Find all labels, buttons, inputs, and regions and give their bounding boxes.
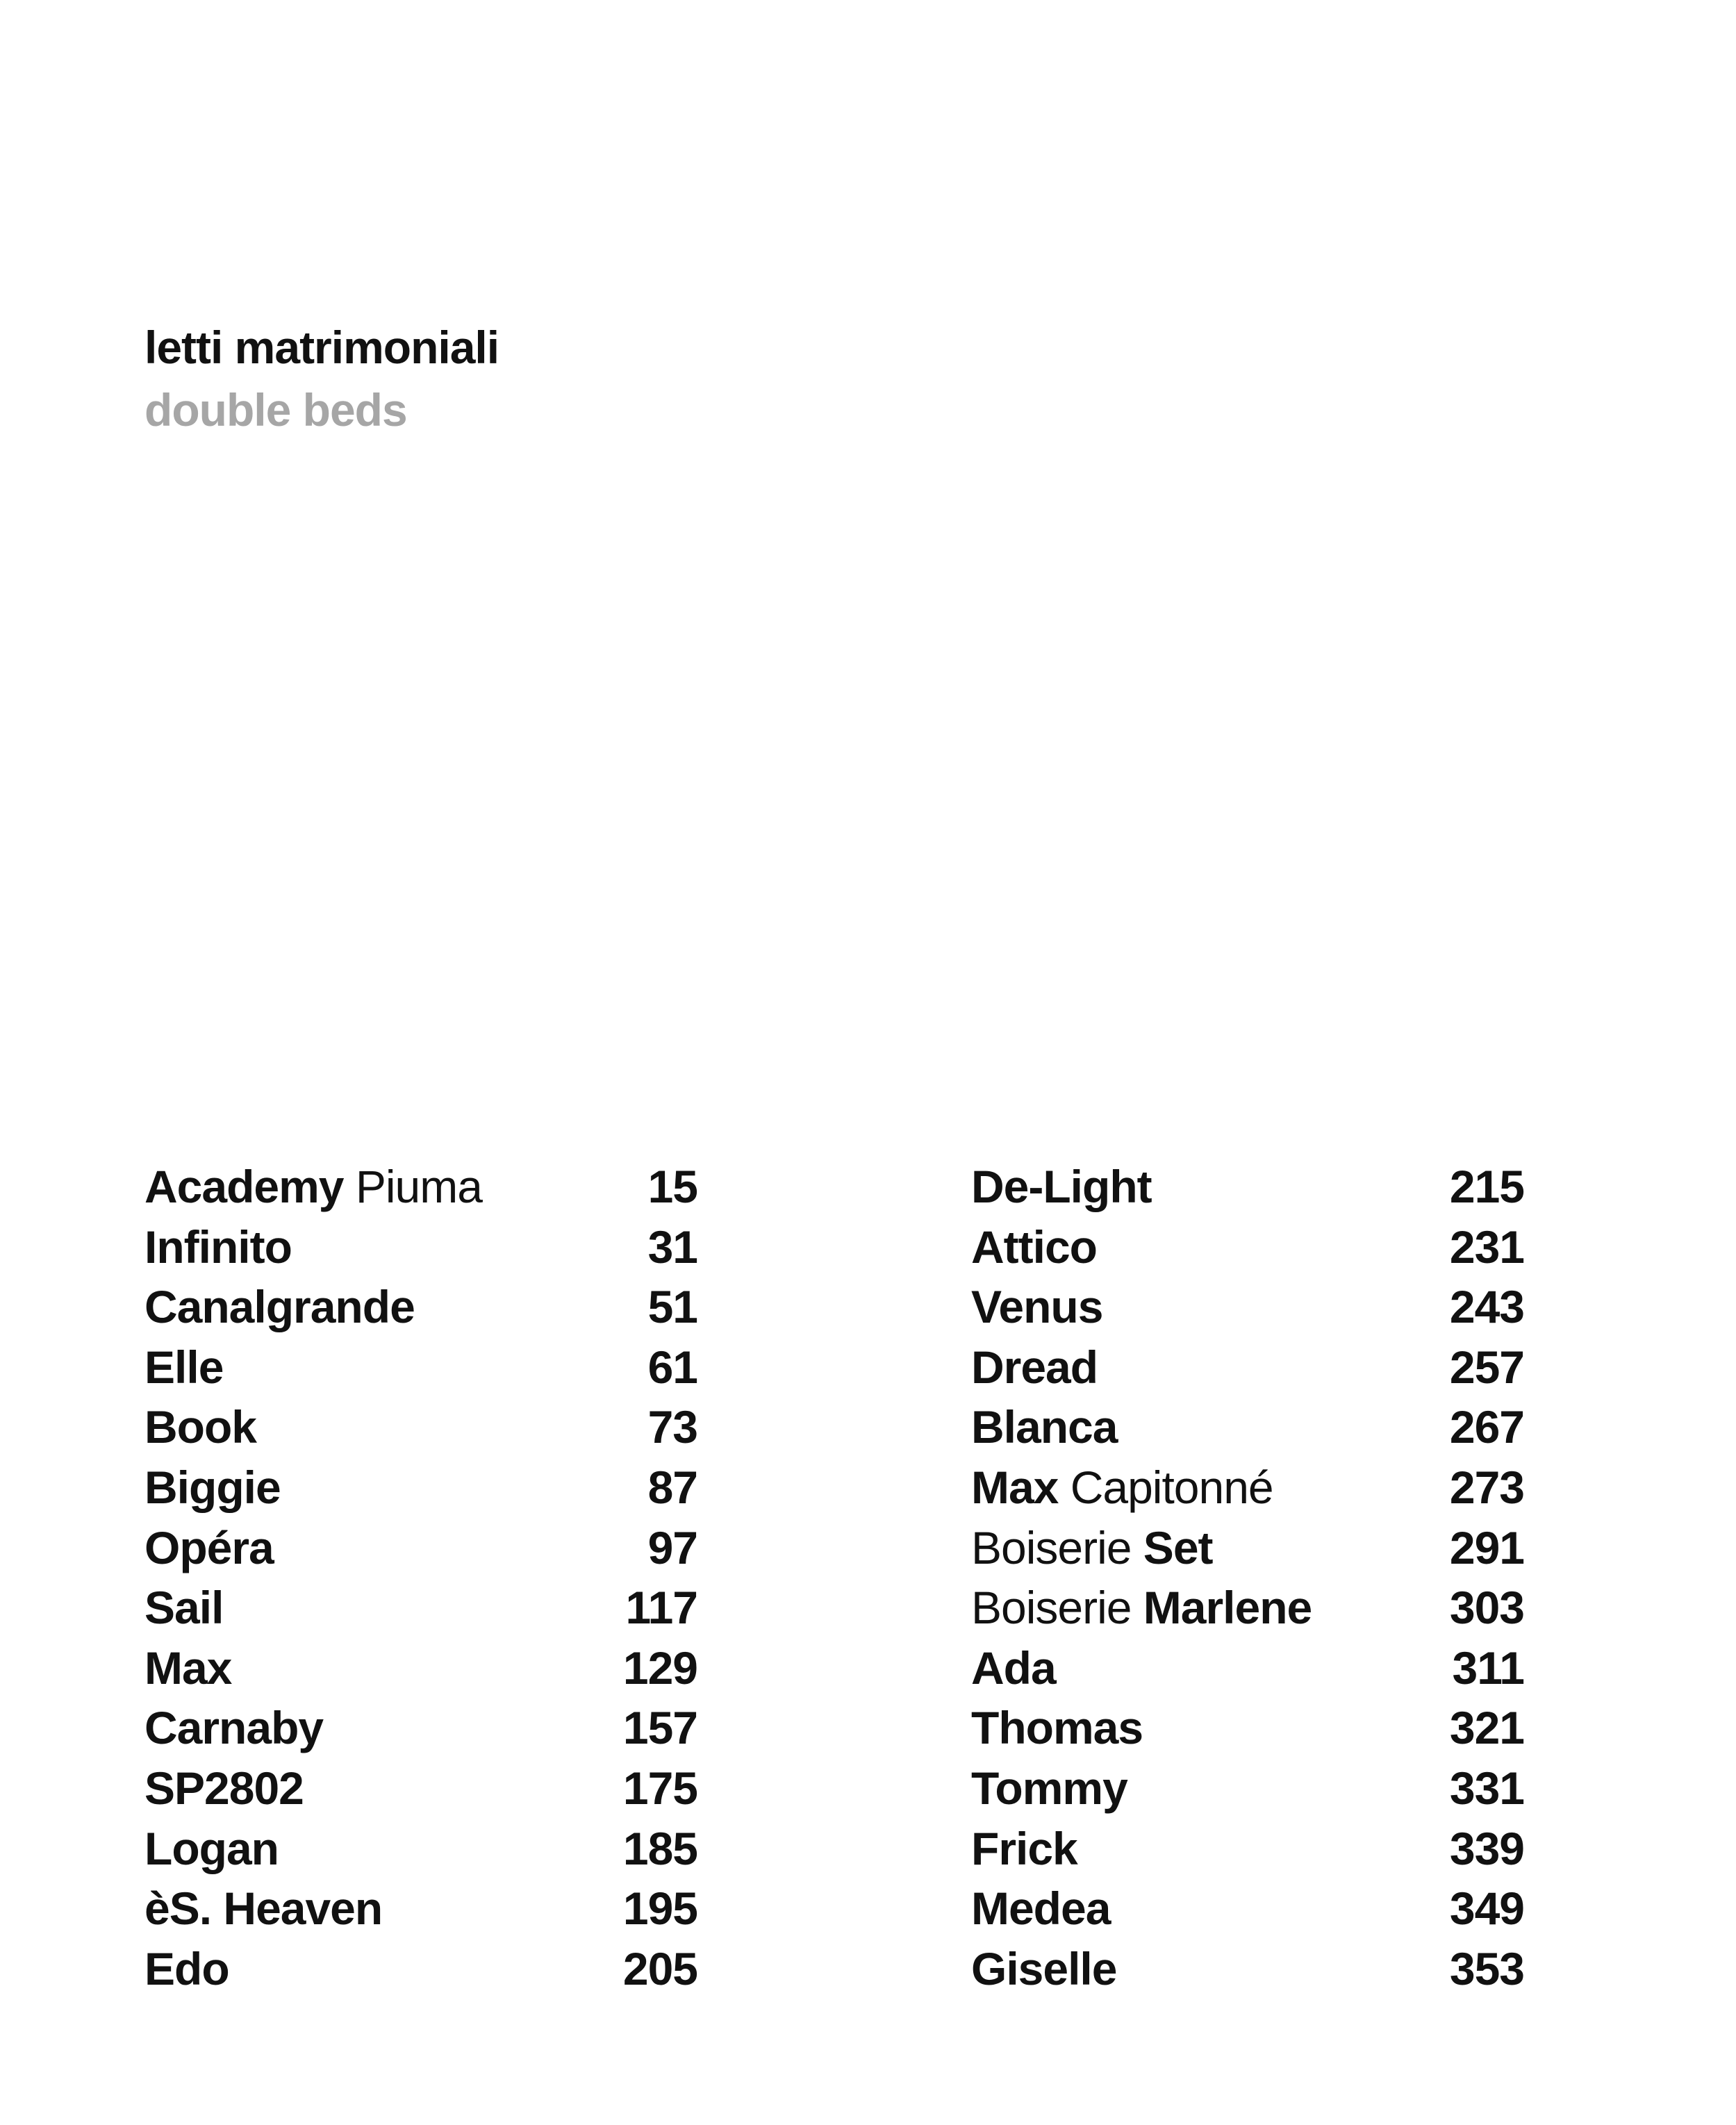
toc-entry[interactable]: [144, 1518, 697, 1578]
toc-entry[interactable]: [971, 1157, 1524, 1217]
toc-entry-bold: Dread: [971, 1341, 1098, 1393]
toc-entry-page: 87: [647, 1461, 697, 1513]
toc-entry[interactable]: [144, 1217, 697, 1278]
toc-entry[interactable]: [144, 1397, 697, 1457]
toc-entry-page: 97: [647, 1521, 697, 1573]
toc-entry-bold: Book: [144, 1401, 256, 1453]
title-english: double beds: [144, 384, 407, 436]
toc-entry-bold: SP2802: [144, 1762, 304, 1814]
toc-entry[interactable]: [144, 1337, 697, 1398]
toc-entry-name: [144, 1337, 223, 1398]
toc-entry-name: [971, 1819, 1077, 1879]
toc-entry-page: 51: [647, 1281, 697, 1333]
toc-entry[interactable]: [971, 1397, 1524, 1457]
toc-entry-bold: Edo: [144, 1942, 229, 1994]
toc-entry-page: 273: [1449, 1461, 1524, 1513]
toc-entry[interactable]: [144, 1698, 697, 1758]
toc-entry-name: [971, 1457, 1273, 1518]
title-italian: letti matrimoniali: [144, 322, 499, 373]
toc-entry-page: 243: [1449, 1281, 1524, 1333]
toc-entry-bold: Venus: [971, 1281, 1103, 1333]
toc-entry-page: 321: [1449, 1702, 1524, 1754]
toc-entry[interactable]: [971, 1217, 1524, 1278]
toc-entry-name: [971, 1758, 1127, 1819]
toc-entry[interactable]: [971, 1638, 1524, 1698]
toc-entry-name: [971, 1578, 1312, 1638]
toc-entry-name: [144, 1939, 229, 1999]
toc-entry-name: [971, 1337, 1098, 1398]
toc-entry-name: [144, 1518, 274, 1578]
toc-entry[interactable]: [144, 1878, 697, 1939]
toc-entry-bold: Infinito: [144, 1221, 292, 1273]
toc-entry[interactable]: [144, 1277, 697, 1337]
toc-entry-page: 353: [1449, 1942, 1524, 1994]
toc-entry-name: [144, 1457, 281, 1518]
toc-entry-name: [144, 1277, 415, 1337]
toc-entry-page: 185: [622, 1822, 697, 1874]
toc-entry[interactable]: [144, 1457, 697, 1518]
toc-entry-page: 331: [1449, 1762, 1524, 1814]
toc-entry[interactable]: [144, 1939, 697, 1999]
toc-entry[interactable]: [144, 1819, 697, 1879]
toc-entry[interactable]: [144, 1578, 697, 1638]
toc-entry-name: [971, 1878, 1110, 1939]
toc-entry-bold: Biggie: [144, 1461, 281, 1513]
toc-entry[interactable]: [971, 1518, 1524, 1578]
toc-entry[interactable]: [971, 1819, 1524, 1879]
toc-entry-bold: Blanca: [971, 1401, 1118, 1453]
toc-entry-bold: Elle: [144, 1341, 224, 1393]
toc-entry-bold: Logan: [144, 1822, 279, 1874]
toc-entry-bold: De-Light: [971, 1161, 1152, 1212]
toc-entry-bold: Tommy: [971, 1762, 1127, 1814]
toc-entry-name: [971, 1277, 1102, 1337]
toc-entry-page: 311: [1452, 1642, 1524, 1694]
toc-entry[interactable]: [971, 1578, 1524, 1638]
toc-entry[interactable]: [971, 1337, 1524, 1398]
toc-entry-name: [971, 1698, 1143, 1758]
toc-entry-page: 267: [1449, 1401, 1524, 1453]
toc-entry-name: [144, 1878, 382, 1939]
toc-entry-page: 339: [1449, 1822, 1524, 1874]
toc-entry-page: 231: [1449, 1221, 1524, 1273]
toc-entry[interactable]: [971, 1878, 1524, 1939]
toc-entry-name: [971, 1157, 1152, 1217]
section-heading: [144, 316, 499, 441]
toc-entry-page: 291: [1449, 1521, 1524, 1573]
toc-entry-name: [144, 1397, 256, 1457]
toc-entry-bold: Medea: [971, 1883, 1111, 1935]
toc-entry[interactable]: [144, 1157, 697, 1217]
toc-entry-bold: èS. Heaven: [144, 1883, 383, 1935]
toc-entry-page: 215: [1449, 1161, 1524, 1212]
toc-entry-page: 61: [647, 1341, 697, 1393]
toc-entry-bold: Thomas: [971, 1702, 1143, 1754]
toc-entry-page: 15: [647, 1161, 697, 1212]
toc-entry-name: [144, 1578, 223, 1638]
toc-entry-page: 117: [625, 1582, 697, 1634]
toc-entry-light: Piuma: [355, 1161, 482, 1212]
toc-entry-name: [144, 1217, 292, 1278]
toc-entry-page: 257: [1449, 1341, 1524, 1393]
toc-entry-name: [971, 1939, 1116, 1999]
toc-entry[interactable]: [971, 1277, 1524, 1337]
toc-entry[interactable]: [971, 1758, 1524, 1819]
toc-entry-bold: Academy: [144, 1161, 344, 1212]
toc-entry-bold: Max: [144, 1642, 232, 1694]
toc-entry-page: 349: [1449, 1883, 1524, 1935]
toc-entry-page: 175: [622, 1762, 697, 1814]
toc-entry-page: 73: [647, 1401, 697, 1453]
toc-entry-page: 303: [1449, 1582, 1524, 1634]
toc-entry-prefix: Boiserie: [971, 1582, 1132, 1634]
toc-entry-name: [971, 1217, 1097, 1278]
toc-entry-bold: Set: [1143, 1521, 1213, 1573]
toc-entry-name: [144, 1638, 231, 1698]
toc-entry-bold: Attico: [971, 1221, 1097, 1273]
toc-entry[interactable]: [971, 1457, 1524, 1518]
toc-entry-bold: Giselle: [971, 1942, 1117, 1994]
toc-entry-name: [971, 1638, 1056, 1698]
toc-entry-page: 157: [622, 1702, 697, 1754]
toc-column-left: [144, 1157, 697, 1999]
toc-entry-bold: Marlene: [1143, 1582, 1312, 1634]
toc-entry[interactable]: [144, 1758, 697, 1819]
toc-column-right: [971, 1157, 1524, 1999]
toc-entry-name: [144, 1758, 304, 1819]
toc-entry[interactable]: [971, 1698, 1524, 1758]
toc-entry-page: 195: [622, 1883, 697, 1935]
toc-entry-name: [144, 1698, 323, 1758]
toc-entry[interactable]: [971, 1939, 1524, 1999]
toc-entry-name: [144, 1157, 482, 1217]
toc-entry-bold: Opéra: [144, 1521, 274, 1573]
toc-entry-bold: Frick: [971, 1822, 1077, 1874]
toc-entry-bold: Canalgrande: [144, 1281, 415, 1333]
toc-entry-name: [144, 1819, 279, 1879]
toc-entry-name: [971, 1397, 1117, 1457]
toc-entry[interactable]: [144, 1638, 697, 1698]
toc-entry-bold: Max: [971, 1461, 1059, 1513]
toc-entry-bold: Ada: [971, 1642, 1056, 1694]
toc-entry-bold: Sail: [144, 1582, 224, 1634]
toc-entry-bold: Carnaby: [144, 1702, 324, 1754]
toc-entry-page: 31: [647, 1221, 697, 1273]
toc-entry-prefix: Boiserie: [971, 1521, 1132, 1573]
toc-entry-light: Capitonné: [1070, 1461, 1273, 1513]
toc-entry-page: 129: [622, 1642, 697, 1694]
toc-entry-name: [971, 1518, 1213, 1578]
toc-entry-page: 205: [622, 1942, 697, 1994]
